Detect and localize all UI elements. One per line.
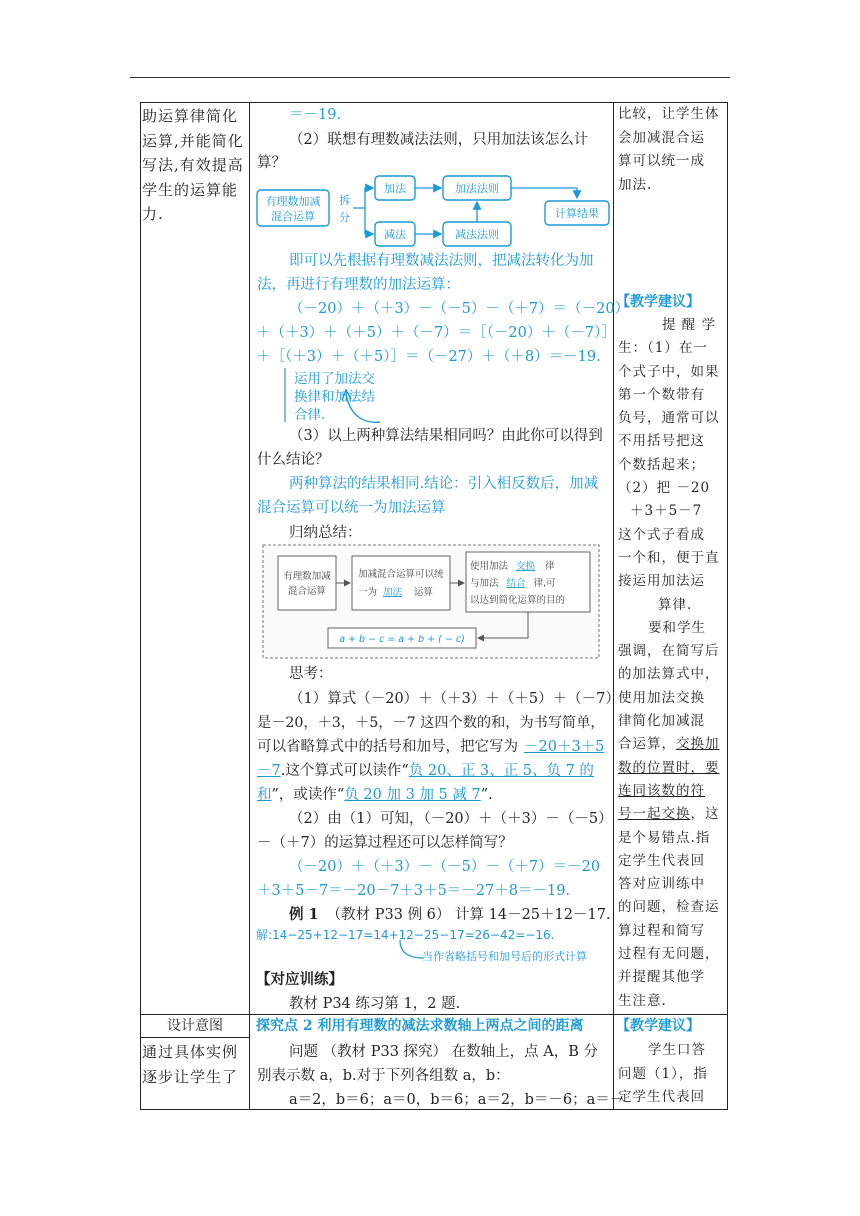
summary-laws-2: 与加法 结合 律,可 [470, 578, 556, 589]
think-2-answer-1: （－20）＋（＋3）－（－5）－（＋7）＝－20 [289, 859, 601, 875]
summary-box-start [278, 556, 336, 610]
summary-unify-2: 一为 加法 运算 [358, 587, 434, 598]
think-1-line-4: －7.这个算式可以读作“负 20、正 3、正 5、负 7 的 [257, 763, 594, 779]
summary-formula: a + b − c = a + b + ( − c) [339, 634, 465, 645]
problem-line-3: a＝2，b＝6；a＝0，b＝6；a＝2，b＝－6；a＝－ [289, 1092, 625, 1108]
example-solution: 解:14−25+12−17=14+12−25−17=26−42=−16. [256, 928, 555, 942]
summary-start-2: 混合运算 [287, 586, 327, 597]
question-3-line-2: 什么结论？ [257, 452, 330, 468]
explore-point-2-title: 探究点 2 利用有理数的减法求数轴上两点之间的距离 [256, 1018, 584, 1034]
think-title: 思考： [289, 666, 333, 682]
note-side-bar [284, 368, 286, 422]
flow-add-rule-label: 加法法则 [455, 182, 499, 195]
example-label: 例 1 [289, 906, 319, 923]
right-note-block-1: 比较，让学生体 会加减混合运 算可以统一成 加法. [618, 106, 720, 193]
question-3-line-1: （3）以上两种算法结果相同吗？由此你可以得到 [289, 428, 603, 444]
flow-sub-label: 减法 [384, 228, 406, 241]
lesson-table [140, 102, 728, 1110]
think-2-line-1: （2）由（1）可知，（－20）＋（＋3）－（－5） [289, 811, 613, 827]
page-top-rule [130, 77, 730, 78]
think-1-line-2: 是－20，＋3，＋5，－7 这四个数的和，为书写简单， [257, 715, 605, 731]
think-1-line-5: 和”，或读作“负 20 加 3 加 5 减 7”. [257, 787, 493, 803]
question-2-line-1: （2）联想有理数减法法则，只用加法该怎么计 [289, 132, 589, 148]
flow-arrow-to-sub [365, 208, 373, 234]
note-line-2: 换律和加法结 [294, 389, 375, 405]
table-border-left [140, 102, 141, 1110]
flow-start-label-2: 混合运算 [271, 210, 315, 223]
summary-commutative-answer: 交换 [516, 561, 536, 572]
answer-3-line-1: 两种算法的结果相同.结论：引入相反数后，加减 [289, 476, 599, 492]
teaching-suggestion-body-1: 提 醒 学 生：（1）在一 个式子中，如果 第一个数带有 负号，通常可以 不用括号把这 个数括起来； （2）把 －20 ＋3＋5－7 这个式子看成 一个和，便于直 接运用加法运 算律. 要和学生 强调，在简写后 的加法算式中， 使用加法交换 律简化加减混 合运算，交换加 数的位置时，要 连同该数的符 号一起交换，这 是个易错点.指 定学生代表回 答对应训练中 的问题，检查运 算过程和简写 过程有无问题， 并提醒其他学 生注意. [618, 317, 720, 1009]
think-1-answer-read-b: 和 [257, 787, 272, 803]
flow-arrow-to-add [353, 188, 373, 208]
summary-box-unify [352, 556, 450, 610]
think-1-answer-expr-b: －7 [257, 763, 281, 779]
training-title: 【对应训练】 [256, 971, 343, 988]
note-curved-arrow [340, 386, 384, 426]
calc-line-1: （－20）＋（＋3）－（－5）－（＋7）＝（－20） [289, 301, 630, 317]
think-1-answer-read-c: 负 20 加 3 加 5 减 7 [344, 787, 481, 803]
flow-split-label-1: 拆 [339, 194, 350, 207]
summary-associative-answer: 结合 [506, 578, 526, 589]
flow-sub-rule-label: 减法法则 [455, 228, 499, 241]
summary-unify-answer: 加法 [383, 587, 403, 598]
teaching-suggestion-title-2: 【教学建议】 [616, 1018, 700, 1034]
add-sub-flow-diagram [255, 174, 611, 254]
think-2-answer-2: ＋3＋5－7＝－20－7＋3＋5＝－27＋8＝－19. [257, 883, 571, 899]
flow-add-label: 加法 [384, 182, 406, 195]
table-border-right [727, 102, 728, 1110]
answer-3-line-2: 混合运算可以统一为加法运算 [257, 500, 446, 516]
flow-start-label-1: 有理数加减 [265, 195, 321, 208]
summary-title: 归纳总结： [289, 525, 362, 541]
summary-diagram [262, 544, 602, 660]
flow-result-label: 计算结果 [555, 207, 599, 220]
table-col-divider-1 [249, 102, 250, 1110]
note-line-1: 运用了加法交 [294, 371, 375, 387]
design-intent-header: 设计意图 [167, 1018, 223, 1034]
calc-line-2: ＋（＋3）＋（＋5）＋（－7）＝［（－20）＋（－7）］ [256, 325, 616, 341]
calc-line-3: ＋［（＋3）＋（＋5）］＝（－27）＋（＋8）＝－19. [256, 349, 601, 365]
think-1-line-1: （1）算式（－20）＋（＋3）＋（＋5）＋（－7） [289, 691, 620, 707]
think-1-answer-read-a: 负 20、正 3、正 5、负 7 的 [408, 763, 594, 779]
training-text: 教材 P34 练习第 1，2 题. [289, 996, 461, 1012]
summary-unify-1: 加减混合运算可以统 [358, 569, 444, 580]
calc-result-line: ＝－19. [289, 107, 342, 123]
summary-laws-1: 使用加法 交换 律 [470, 561, 555, 572]
teaching-suggestion-title-1: 【教学建议】 [616, 294, 700, 310]
think-1-line-3: 可以省略算式中的括号和加号，把它写为 －20＋3＋5 [257, 739, 605, 755]
problem-line-2: 别表示数 a，b.对于下列各组数 a，b： [257, 1068, 510, 1084]
summary-start-1: 有理数加减 [283, 571, 331, 582]
design-intent-text-2: 通过具体实例逐步让学生了 [142, 1043, 239, 1086]
problem-line-1: 问题 （教材 P33 探究） 在数轴上，点 A，B 分 [289, 1044, 598, 1060]
design-intent-text-1: 助运算律简化运算,并能简化写法,有效提高学生的运算能力. [142, 107, 244, 223]
teaching-suggestion-body-2: 学生口答 问题（1），指 定学生代表回 [618, 1042, 708, 1105]
question-2-line-2: 算？ [257, 155, 286, 171]
flow-split-label-2: 分 [339, 211, 350, 224]
answer-2-line-2: 法，再进行有理数的加法运算： [257, 277, 460, 293]
think-2-line-2: －（＋7）的运算过程还可以怎样简写？ [257, 835, 513, 851]
solution-note: 当作省略括号和加号后的形式计算 [422, 950, 587, 963]
answer-2-line-1: 即可以先根据有理数减法法则，把减法转化为加 [289, 253, 594, 269]
think-1-answer-expr-a: －20＋3＋5 [524, 739, 605, 755]
table-col-divider-2 [613, 102, 614, 1110]
note-line-3: 合律. [294, 407, 326, 423]
summary-laws-3: 以达到简化运算的目的 [470, 595, 566, 606]
example-1: 例 1 （教材 P33 例 6） 计算 14－25＋12－17. [289, 906, 611, 923]
table-header-divider [140, 1037, 250, 1038]
